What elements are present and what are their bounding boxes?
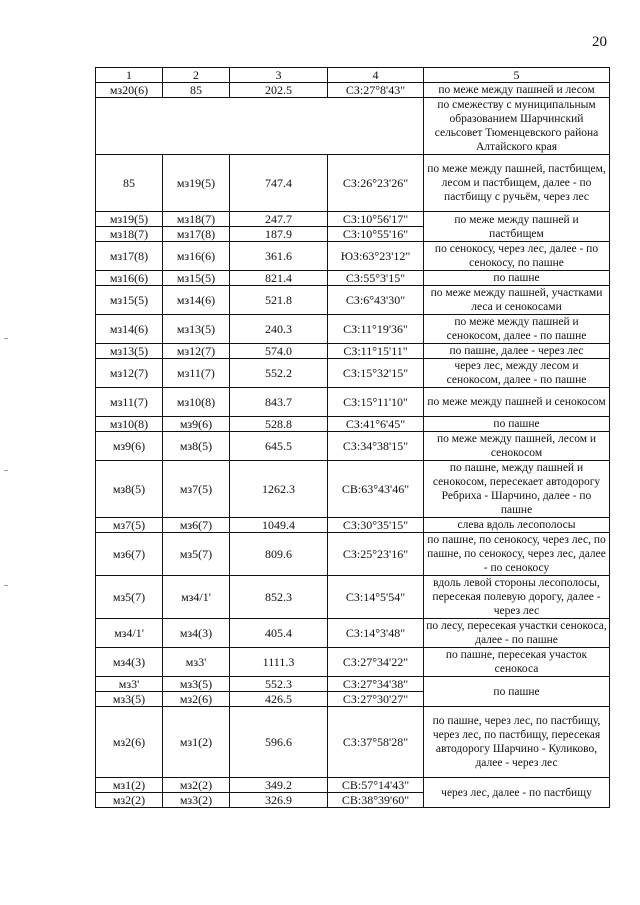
to-point: мз11(7): [163, 359, 230, 388]
segment-length: 821.4: [230, 271, 328, 286]
boundary-description: по смежеству с муниципальным образованием Шарчинский сельсовет Тюменцевского района Алтайского края: [424, 98, 610, 155]
boundary-description: по меже между пашней, участками леса и сенокосами: [424, 286, 610, 315]
from-point: мз4(3): [96, 648, 163, 677]
table-row: [96, 155, 610, 212]
bearing: СЗ:15°32'15": [328, 359, 424, 388]
segment-length: 528.8: [230, 417, 328, 432]
bearing: ЮЗ:63°23'12": [328, 242, 424, 271]
to-point: мз12(7): [163, 344, 230, 359]
to-point: мз3': [163, 648, 230, 677]
to-point: мз18(7): [163, 212, 230, 227]
bearing: СЗ:30°35'15": [328, 518, 424, 533]
bearing: СЗ:11°19'36": [328, 315, 424, 344]
boundary-description: по пашне, между пашней и сенокосом, пересекает автодорогу Ребриха - Шарчино, далее - по пашне: [424, 461, 610, 518]
boundary-description: по пашне, далее - через лес: [424, 344, 610, 359]
bearing: СЗ:6°43'30": [328, 286, 424, 315]
to-point: мз5(7): [163, 533, 230, 576]
segment-length: 349.2: [230, 778, 328, 793]
from-point: мз6(7): [96, 533, 163, 576]
from-point: мз2(2): [96, 793, 163, 808]
boundary-description: по сенокосу, через лес, далее - по сенокосу, по пашне: [424, 242, 610, 271]
bearing: СЗ:11°15'11": [328, 344, 424, 359]
bearing: СЗ:37°58'28": [328, 707, 424, 778]
to-point: мз13(5): [163, 315, 230, 344]
segment-length: 240.3: [230, 315, 328, 344]
from-point: мз5(7): [96, 576, 163, 619]
table-row: [96, 677, 610, 692]
table-row: [96, 83, 610, 98]
to-point: мз4/1': [163, 576, 230, 619]
boundary-table: [95, 67, 610, 808]
table-row: [96, 518, 610, 533]
table-row: [96, 778, 610, 793]
to-point: мз3(2): [163, 793, 230, 808]
boundary-description: по пашне, через лес, по пастбищу, через лес, по пастбищу, пересекая автодорогу Шарчино - Куликово, далее - через лес: [424, 707, 610, 778]
table-row: [96, 461, 610, 518]
segment-length: 574.0: [230, 344, 328, 359]
from-point: мз18(7): [96, 227, 163, 242]
to-point: мз19(5): [163, 155, 230, 212]
bearing: СЗ:15°11'10": [328, 388, 424, 417]
to-point: мз2(6): [163, 692, 230, 707]
segment-length: 1262.3: [230, 461, 328, 518]
bearing: СВ:63°43'46": [328, 461, 424, 518]
to-point: мз2(2): [163, 778, 230, 793]
segment-length: 552.3: [230, 677, 328, 692]
boundary-description: по пашне: [424, 677, 610, 707]
from-point: 85: [96, 155, 163, 212]
boundary-description: по пашне, по сенокосу, через лес, по пашне, по сенокосу, через лес, далее - по сенокосу: [424, 533, 610, 576]
boundary-description: по меже между пашней и пастбищем: [424, 212, 610, 242]
from-point: мз12(7): [96, 359, 163, 388]
segment-length: 326.9: [230, 793, 328, 808]
from-point: мз3(5): [96, 692, 163, 707]
table-row: [96, 707, 610, 778]
from-point: мз8(5): [96, 461, 163, 518]
boundary-description: по меже между пашней и лесом: [424, 83, 610, 98]
table-row: [96, 417, 610, 432]
table-header-row: [96, 68, 610, 83]
bearing: СЗ:14°3'48": [328, 619, 424, 648]
from-point: мз2(6): [96, 707, 163, 778]
segment-length: 187.9: [230, 227, 328, 242]
bearing: СЗ:25°23'16": [328, 533, 424, 576]
to-point: мз4(3): [163, 619, 230, 648]
to-point: мз14(6): [163, 286, 230, 315]
table-row: [96, 432, 610, 461]
page-number: 20: [592, 34, 607, 50]
segment-length: 361.6: [230, 242, 328, 271]
from-point: мз4/1': [96, 619, 163, 648]
header-cell: 3: [230, 68, 328, 83]
to-point: мз1(2): [163, 707, 230, 778]
table-row: [96, 286, 610, 315]
bearing: СЗ:14°5'54": [328, 576, 424, 619]
margin-mark: [4, 585, 8, 586]
boundary-description: по меже между пашней, пастбищем, лесом и пастбищем, далее - по пастбищу с ручьём, через лес: [424, 155, 610, 212]
from-point: мз3': [96, 677, 163, 692]
from-point: мз11(7): [96, 388, 163, 417]
from-point: мз13(5): [96, 344, 163, 359]
to-point: 85: [163, 83, 230, 98]
segment-length: 843.7: [230, 388, 328, 417]
table-row: [96, 242, 610, 271]
table-row: [96, 533, 610, 576]
margin-mark: [4, 470, 8, 471]
table-row: [96, 388, 610, 417]
table-row: [96, 315, 610, 344]
segment-length: 1111.3: [230, 648, 328, 677]
to-point: мз15(5): [163, 271, 230, 286]
bearing: СЗ:55°3'15": [328, 271, 424, 286]
to-point: мз7(5): [163, 461, 230, 518]
bearing: СЗ:10°56'17": [328, 212, 424, 227]
to-point: мз16(6): [163, 242, 230, 271]
bearing: СВ:57°14'43": [328, 778, 424, 793]
to-point: мз6(7): [163, 518, 230, 533]
from-point: мз19(5): [96, 212, 163, 227]
from-point: мз10(8): [96, 417, 163, 432]
boundary-description: по пашне: [424, 271, 610, 286]
from-point: мз14(6): [96, 315, 163, 344]
header-cell: 1: [96, 68, 163, 83]
bearing: СЗ:27°34'22": [328, 648, 424, 677]
segment-length: 552.2: [230, 359, 328, 388]
segment-length: 596.6: [230, 707, 328, 778]
bearing: СЗ:34°38'15": [328, 432, 424, 461]
boundary-description: вдоль левой стороны лесополосы, пересекая полевую дорогу, далее - через лес: [424, 576, 610, 619]
to-point: мз10(8): [163, 388, 230, 417]
segment-length: 852.3: [230, 576, 328, 619]
segment-length: 202.5: [230, 83, 328, 98]
segment-length: 809.6: [230, 533, 328, 576]
segment-length: 645.5: [230, 432, 328, 461]
header-cell: 2: [163, 68, 230, 83]
table-row: [96, 212, 610, 227]
segment-length: 426.5: [230, 692, 328, 707]
header-cell: 4: [328, 68, 424, 83]
boundary-description: через лес, между лесом и сенокосом, далее - по пашне: [424, 359, 610, 388]
segment-length: 247.7: [230, 212, 328, 227]
bearing: СЗ:27°34'38": [328, 677, 424, 692]
table-row: [96, 271, 610, 286]
boundary-description: по пашне, пересекая участок сенокоса: [424, 648, 610, 677]
from-point: мз7(5): [96, 518, 163, 533]
boundary-description: по меже между пашней и сенокосом, далее - по пашне: [424, 315, 610, 344]
table-row: [96, 344, 610, 359]
to-point: мз3(5): [163, 677, 230, 692]
table-row: [96, 619, 610, 648]
bearing: СВ:38°39'60": [328, 793, 424, 808]
to-point: мз9(6): [163, 417, 230, 432]
boundary-description: по меже между пашней и сенокосом: [424, 388, 610, 417]
bearing: СЗ:41°6'45": [328, 417, 424, 432]
from-point: мз17(8): [96, 242, 163, 271]
bearing: СЗ:10°55'16": [328, 227, 424, 242]
margin-mark: [4, 338, 8, 339]
bearing: СЗ:27°8'43": [328, 83, 424, 98]
table-row: [96, 98, 610, 155]
segment-length: 747.4: [230, 155, 328, 212]
bearing: СЗ:26°23'26": [328, 155, 424, 212]
boundary-description: по меже между пашней, лесом и сенокосом: [424, 432, 610, 461]
segment-length: 1049.4: [230, 518, 328, 533]
table-row: [96, 359, 610, 388]
header-cell: 5: [424, 68, 610, 83]
table-row: [96, 648, 610, 677]
from-point: мз9(6): [96, 432, 163, 461]
segment-length: 521.8: [230, 286, 328, 315]
from-point: мз15(5): [96, 286, 163, 315]
to-point: мз8(5): [163, 432, 230, 461]
from-point: мз16(6): [96, 271, 163, 286]
to-point: мз17(8): [163, 227, 230, 242]
boundary-description: слева вдоль лесополосы: [424, 518, 610, 533]
segment-length: 405.4: [230, 619, 328, 648]
boundary-description: по пашне: [424, 417, 610, 432]
boundary-description: по лесу, пересекая участки сенокоса, далее - по пашне: [424, 619, 610, 648]
table-row: [96, 576, 610, 619]
empty-merged-cell: [96, 98, 424, 155]
bearing: СЗ:27°30'27": [328, 692, 424, 707]
from-point: мз20(6): [96, 83, 163, 98]
from-point: мз1(2): [96, 778, 163, 793]
boundary-description: через лес, далее - по пастбищу: [424, 778, 610, 808]
